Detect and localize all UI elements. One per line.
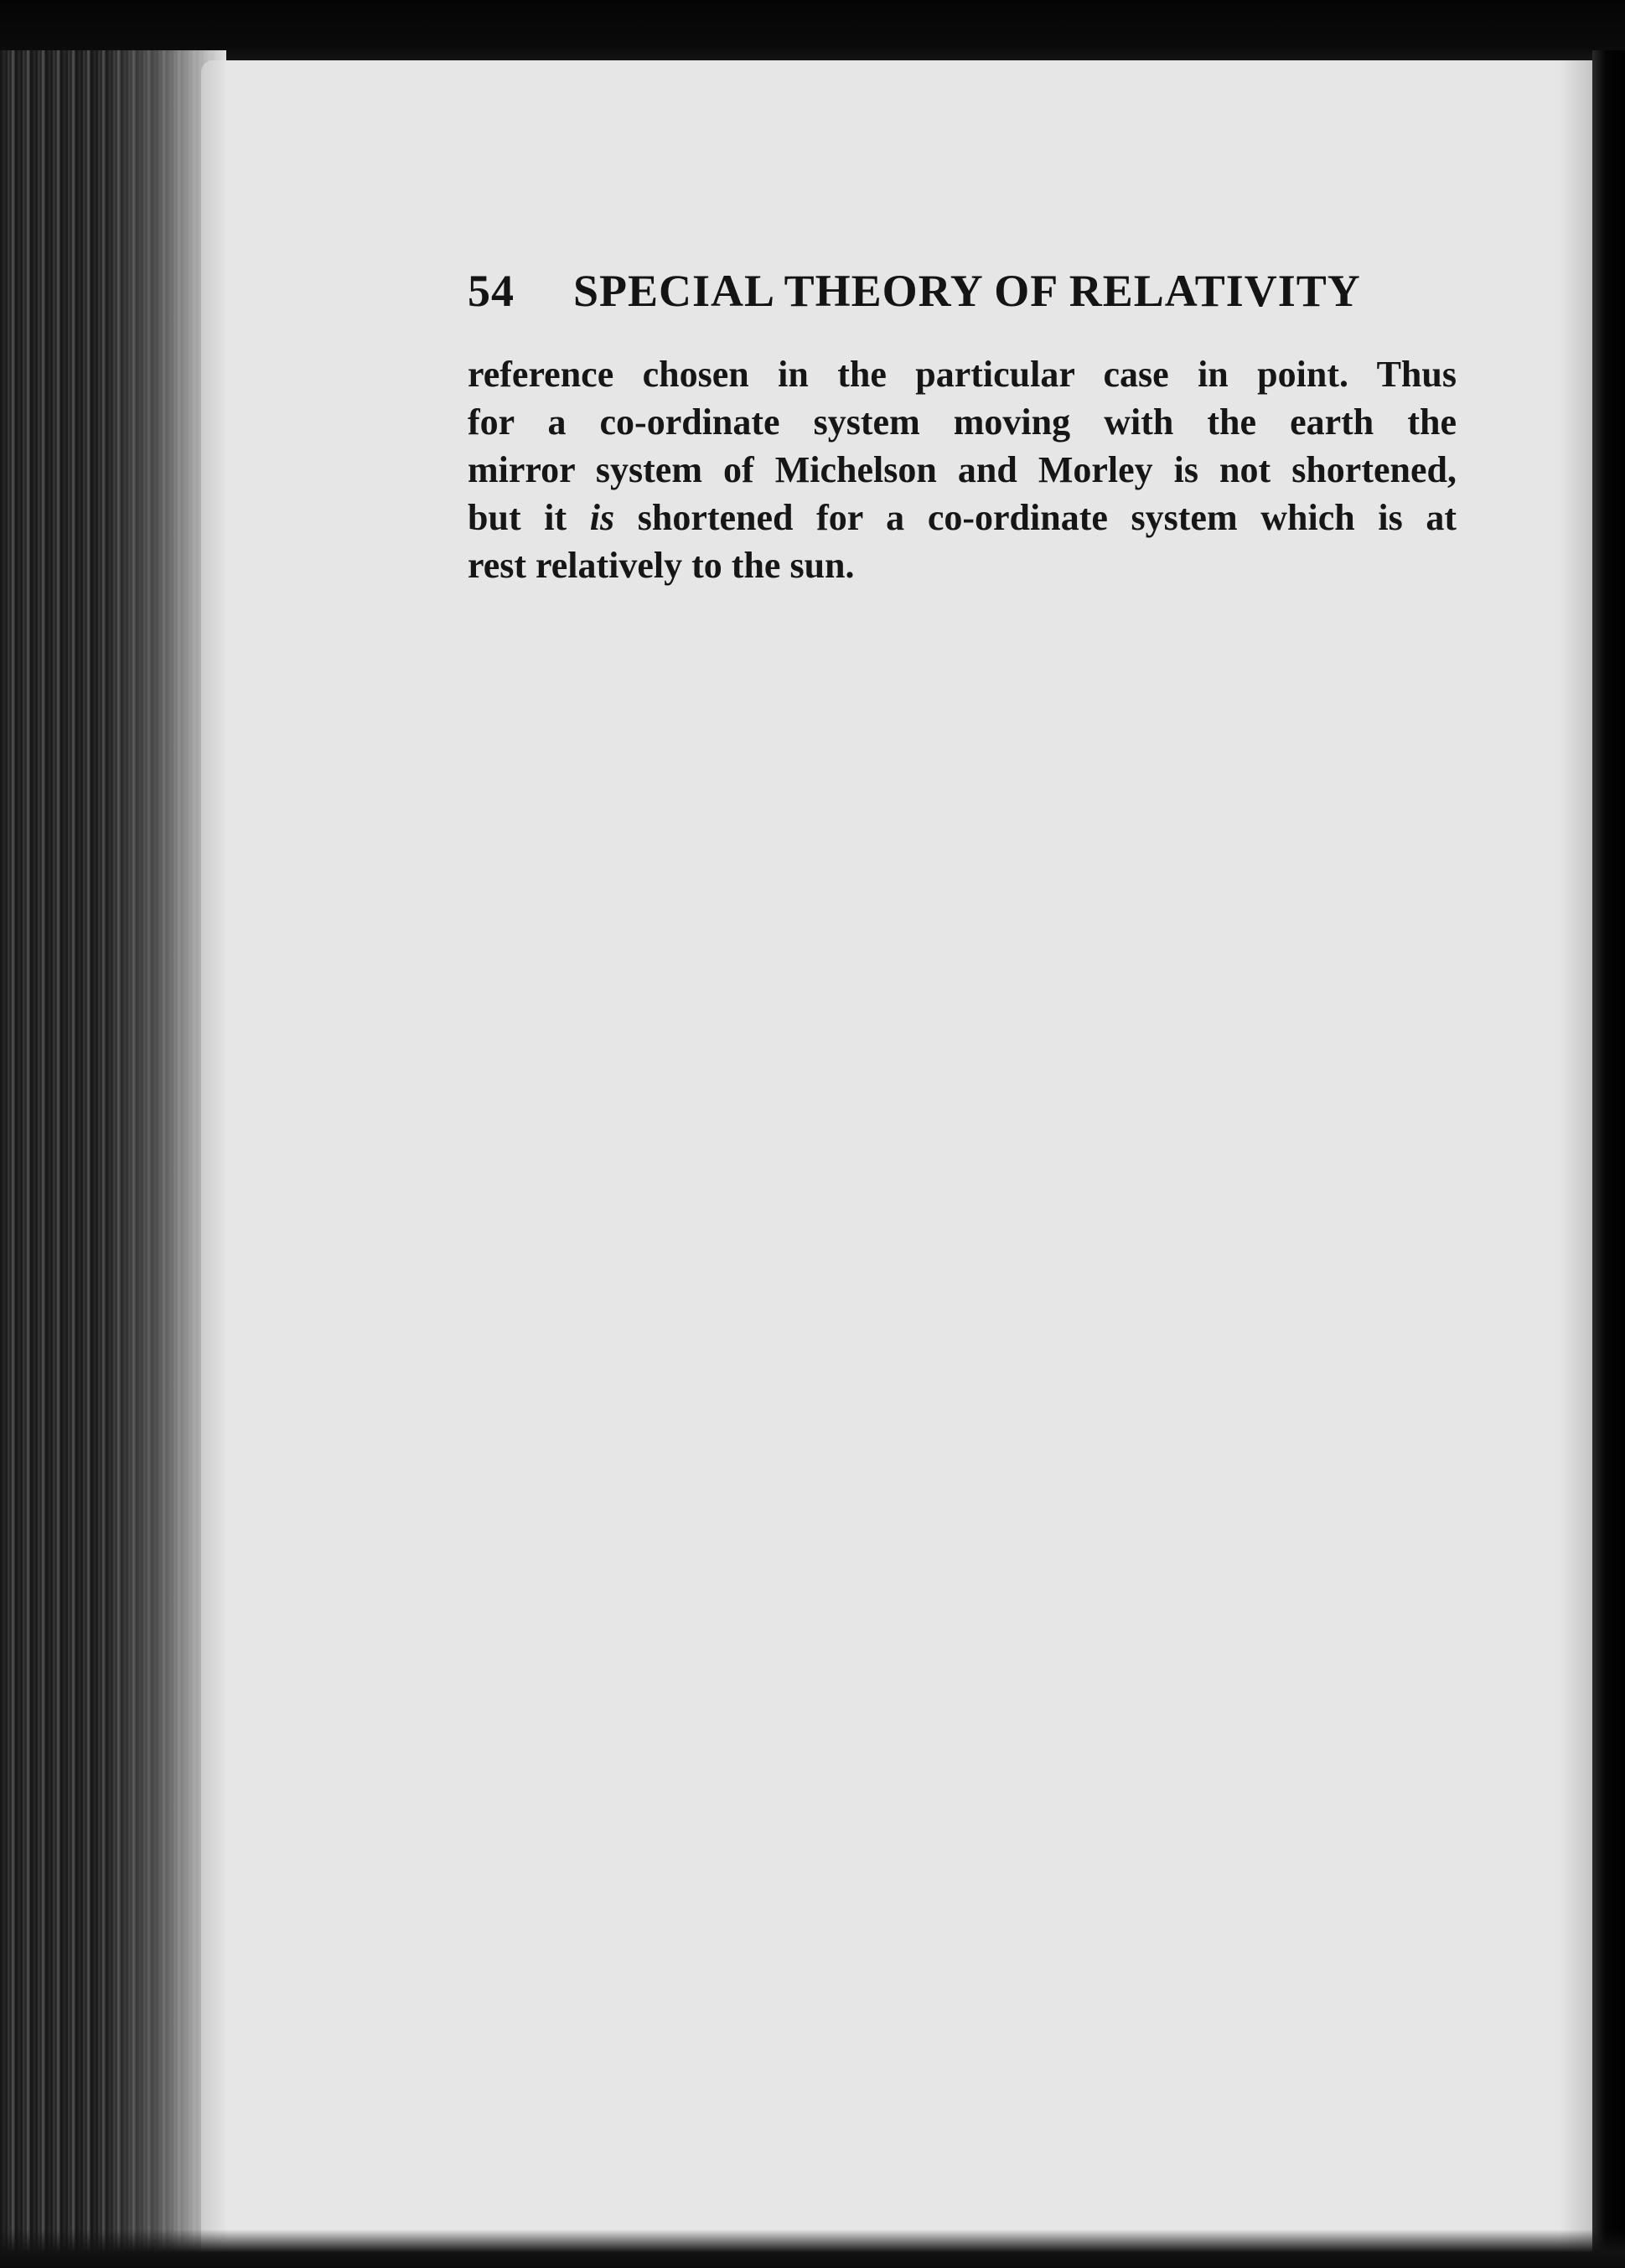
running-title: SPECIAL THEORY OF RELATIVITY xyxy=(573,266,1361,316)
film-top-border xyxy=(0,0,1625,67)
text-line-1: reference chosen in the particular case in point. Thus xyxy=(468,354,1457,395)
text-line-4-end: shortened for a co-ordinate system which is at xyxy=(614,497,1457,538)
film-bottom-border xyxy=(0,2229,1625,2268)
text-line-3: mirror system of Michelson and Morley is not shortened, xyxy=(468,449,1457,490)
gutter-shadow xyxy=(101,50,226,2268)
film-right-border xyxy=(1592,50,1625,2268)
emphasized-word: is xyxy=(589,497,615,538)
text-line-2: for a co-ordinate system moving with the earth the xyxy=(468,401,1457,443)
text-line-4 xyxy=(468,494,1457,541)
text-line-5: rest relatively to the sun. xyxy=(468,545,855,586)
text-line-4-start: but it xyxy=(468,497,590,538)
page-number: 54 xyxy=(468,266,515,316)
body-paragraph xyxy=(468,350,1457,589)
running-header xyxy=(468,265,1390,317)
